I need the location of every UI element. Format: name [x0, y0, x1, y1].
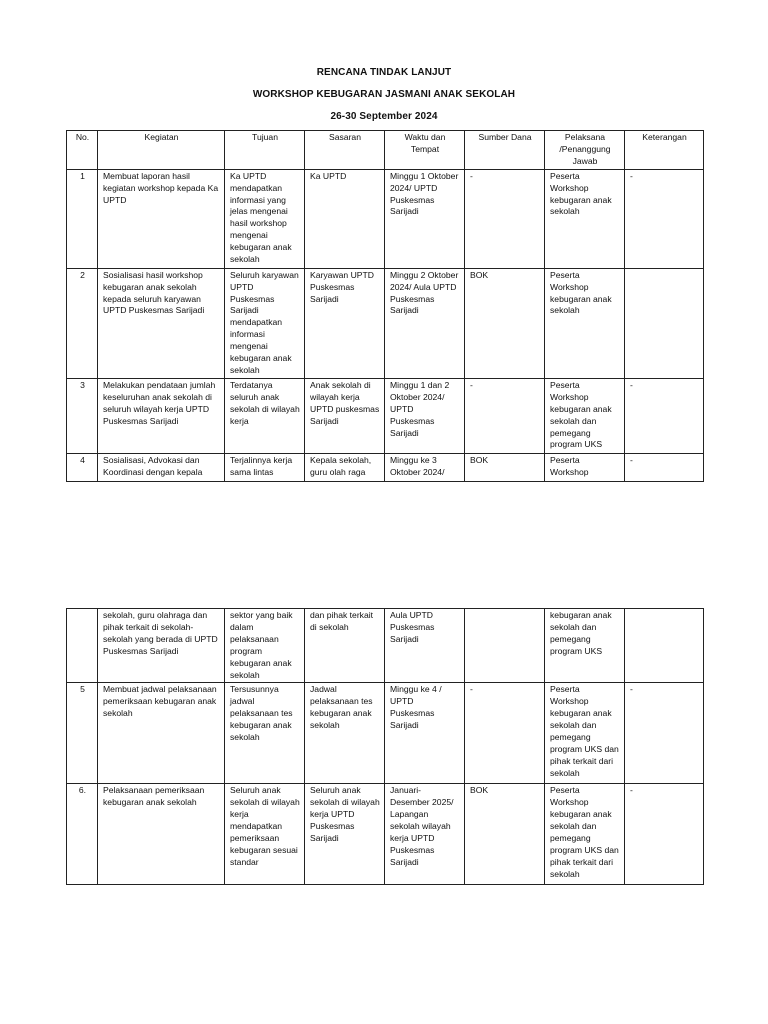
header-keterangan: Keterangan	[625, 131, 704, 170]
doc-date: 26-30 September 2024	[330, 111, 438, 122]
cell-sumber-dana: BOK	[465, 268, 545, 378]
cell-sasaran: dan pihak terkait di sekolah	[305, 609, 385, 683]
cell-kegiatan: Membuat jadwal pelaksanaan pemeriksaan kebugaran anak sekolah	[98, 683, 225, 784]
cell-pelaksana: Peserta Workshop kebugaran anak sekolah	[545, 268, 625, 378]
cell-keterangan	[625, 268, 704, 378]
cell-waktu-tempat: Minggu 2 Oktober 2024/ Aula UPTD Puskesmas Sarijadi	[385, 268, 465, 378]
cell-sasaran: Karyawan UPTD Puskesmas Sarijadi	[305, 268, 385, 378]
table-row	[67, 378, 704, 453]
cell-no	[67, 609, 98, 683]
header-pelaksana: Pelaksana /Penanggung Jawab	[545, 131, 625, 170]
cell-kegiatan: Pelaksanaan pemeriksaan kebugaran anak sekolah	[98, 784, 225, 885]
cell-no: 5	[67, 683, 98, 784]
plan-table-part2	[66, 608, 704, 885]
cell-sumber-dana: BOK	[465, 784, 545, 885]
cell-keterangan	[625, 609, 704, 683]
cell-waktu-tempat: Minggu 1 dan 2 Oktober 2024/ UPTD Puskesmas Sarijadi	[385, 378, 465, 453]
cell-kegiatan: sekolah, guru olahraga dan pihak terkait di sekolah-sekolah yang berada di UPTD Puskesmas Sarijadi	[98, 609, 225, 683]
cell-sumber-dana: -	[465, 378, 545, 453]
cell-pelaksana: Peserta Workshop kebugaran anak sekolah dan pemegang program UKS dan pihak terkait dari sekolah	[545, 683, 625, 784]
cell-pelaksana: Peserta Workshop kebugaran anak sekolah dan pemegang program UKS dan pihak terkait dari sekolah	[545, 784, 625, 885]
cell-no: 6.	[67, 784, 98, 885]
table-row	[67, 453, 704, 481]
cell-sasaran: Anak sekolah di wilayah kerja UPTD puskesmas Sarijadi	[305, 378, 385, 453]
cell-no: 2	[67, 268, 98, 378]
cell-tujuan: Terjalinnya kerja sama lintas	[225, 453, 305, 481]
header-no: No.	[67, 131, 98, 170]
doc-title: RENCANA TINDAK LANJUT	[316, 67, 452, 78]
cell-kegiatan: Melakukan pendataan jumlah keseluruhan anak sekolah di seluruh wilayah kerja UPTD Puskesmas Sarijadi	[98, 378, 225, 453]
cell-tujuan: Seluruh anak sekolah di wilayah kerja mendapatkan pemeriksaan kebugaran sesuai standar	[225, 784, 305, 885]
cell-no: 1	[67, 169, 98, 268]
cell-no: 3	[67, 378, 98, 453]
cell-pelaksana: Peserta Workshop	[545, 453, 625, 481]
cell-kegiatan: Sosialisasi hasil workshop kebugaran anak sekolah kepada seluruh karyawan UPTD Puskesmas Sarijadi	[98, 268, 225, 378]
cell-kegiatan: Membuat laporan hasil kegiatan workshop kepada Ka UPTD	[98, 169, 225, 268]
cell-sasaran: Jadwal pelaksanaan tes kebugaran anak sekolah	[305, 683, 385, 784]
cell-pelaksana: kebugaran anak sekolah dan pemegang program UKS	[545, 609, 625, 683]
cell-sumber-dana	[465, 609, 545, 683]
cell-pelaksana: Peserta Workshop kebugaran anak sekolah dan pemegang program UKS	[545, 378, 625, 453]
table-header-row	[67, 131, 704, 170]
cell-tujuan: Ka UPTD mendapatkan informasi yang jelas mengenai hasil workshop mengenai kebugaran anak sekolah	[225, 169, 305, 268]
table-body-part2	[67, 609, 704, 885]
header-waktu-tempat: Waktu dan Tempat	[385, 131, 465, 170]
header-sasaran: Sasaran	[305, 131, 385, 170]
table-row	[67, 609, 704, 683]
cell-pelaksana: Peserta Workshop kebugaran anak sekolah	[545, 169, 625, 268]
cell-sumber-dana: -	[465, 169, 545, 268]
doc-subtitle: WORKSHOP KEBUGARAN JASMANI ANAK SEKOLAH	[252, 89, 516, 100]
cell-waktu-tempat: Januari-Desember 2025/ Lapangan sekolah wilayah kerja UPTD Puskesmas Sarijadi	[385, 784, 465, 885]
table-row	[67, 169, 704, 268]
cell-sasaran: Ka UPTD	[305, 169, 385, 268]
table-row	[67, 268, 704, 378]
cell-tujuan: Seluruh karyawan UPTD Puskesmas Sarijadi mendapatkan informasi mengenai kebugaran anak sekolah	[225, 268, 305, 378]
header-tujuan: Tujuan	[225, 131, 305, 170]
cell-waktu-tempat: Aula UPTD Puskesmas Sarijadi	[385, 609, 465, 683]
cell-sumber-dana: BOK	[465, 453, 545, 481]
cell-sasaran: Kepala sekolah, guru olah raga	[305, 453, 385, 481]
cell-keterangan: -	[625, 378, 704, 453]
header-kegiatan: Kegiatan	[98, 131, 225, 170]
cell-tujuan: sektor yang baik dalam pelaksanaan program kebugaran anak sekolah	[225, 609, 305, 683]
cell-keterangan: -	[625, 784, 704, 885]
table-row	[67, 683, 704, 784]
cell-waktu-tempat: Minggu 1 Oktober 2024/ UPTD Puskesmas Sarijadi	[385, 169, 465, 268]
table-body-part1	[67, 169, 704, 481]
cell-kegiatan: Sosialisasi, Advokasi dan Koordinasi dengan kepala	[98, 453, 225, 481]
cell-tujuan: Terdatanya seluruh anak sekolah di wilayah kerja	[225, 378, 305, 453]
cell-waktu-tempat: Minggu ke 4 / UPTD Puskesmas Sarijadi	[385, 683, 465, 784]
cell-keterangan: -	[625, 169, 704, 268]
cell-sasaran: Seluruh anak sekolah di wilayah kerja UPTD Puskesmas Sarijadi	[305, 784, 385, 885]
cell-sumber-dana: -	[465, 683, 545, 784]
cell-keterangan: -	[625, 683, 704, 784]
cell-waktu-tempat: Minggu ke 3 Oktober 2024/	[385, 453, 465, 481]
header-sumber-dana: Sumber Dana	[465, 131, 545, 170]
plan-table-part1	[66, 130, 704, 482]
cell-no: 4	[67, 453, 98, 481]
table-row	[67, 784, 704, 885]
cell-tujuan: Tersusunnya jadwal pelaksanaan tes kebugaran anak sekolah	[225, 683, 305, 784]
cell-keterangan: -	[625, 453, 704, 481]
